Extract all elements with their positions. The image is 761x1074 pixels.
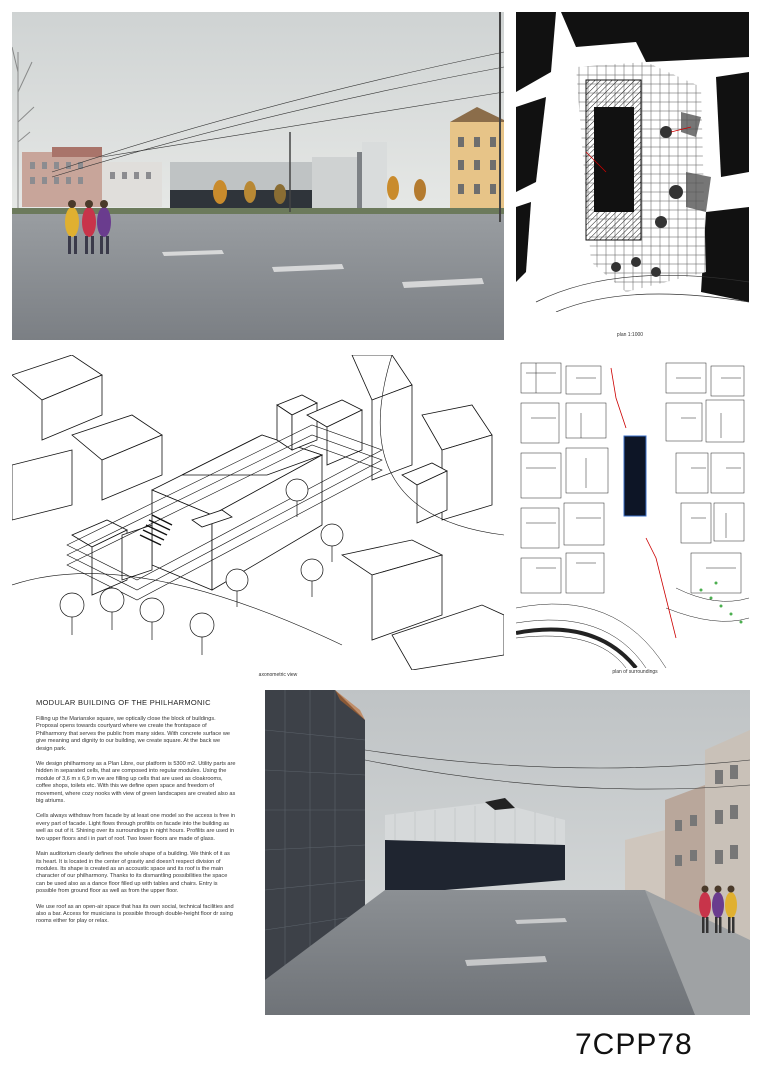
plan-caption: plan 1:1000 (616, 332, 644, 338)
render-street-view-top (12, 12, 504, 340)
description-paragraph: Main auditorium clearly defines the whole shape of a building. We think of it as its heart. It is located in the center of gravity and doesn't respect division of modules. Its shape is created as an accoustic space and its roof is the main character of our philharmony. Thanks to its dismantling possibilities the space can be used also as a dance floor filled up with tables and chairs. Entry is possible from ground floor as well as from the upper floor. (36, 851, 230, 895)
axonometric-drawing (12, 355, 504, 670)
description-paragraph: We design philharmony as a Plan Libre, our platform is 5300 m2. Utility parts are hidden in separated cells, that are composed into regular modules. Using the module of 3,6 m x 6,9 m we are filling up cells that are used as cloakrooms, coffee shops, toilets etc. With this we define open space and freedom of movement, where cozy nooks with view of green landscapes are created also as big atriums. (36, 761, 236, 805)
axonometric-caption: axonometric view (258, 672, 298, 678)
render-street-view-bottom (265, 690, 750, 1015)
surroundings-caption: plan of surroundings (612, 669, 658, 675)
surroundings-plan-drawing (516, 358, 749, 668)
description-paragraph: Filling up the Marianske square, we optically close the block of buildings. Proposal opens towards courtyard where we create the frontspace of Philharmony that serves the public from many sides. With concrete surface we give meaning and dignity to our building, we create square. At the back we design park. (36, 716, 230, 752)
project-code: 7CPP78 (575, 1028, 693, 1061)
site-plan-drawing (516, 12, 749, 312)
description-title: MODULAR BUILDING OF THE PHILHARMONIC (36, 698, 211, 707)
description-paragraph: Cells always withdraw from facade by at least one model so the access is free in every part of facade. Light flows through profilits on facade into the building as well as out of it. Shining over its surroundings in night hours. Profilits are used in two upper floors and i in part of roof. Two lower floors are made of glass. (36, 813, 235, 842)
description-paragraph: We use roof as an open-air space that has its own social, technical facilities and also a bar. Access for musicians is possible through double-height floor dr ssing rooms either for play or relax. (36, 903, 234, 925)
description-text (36, 698, 236, 934)
